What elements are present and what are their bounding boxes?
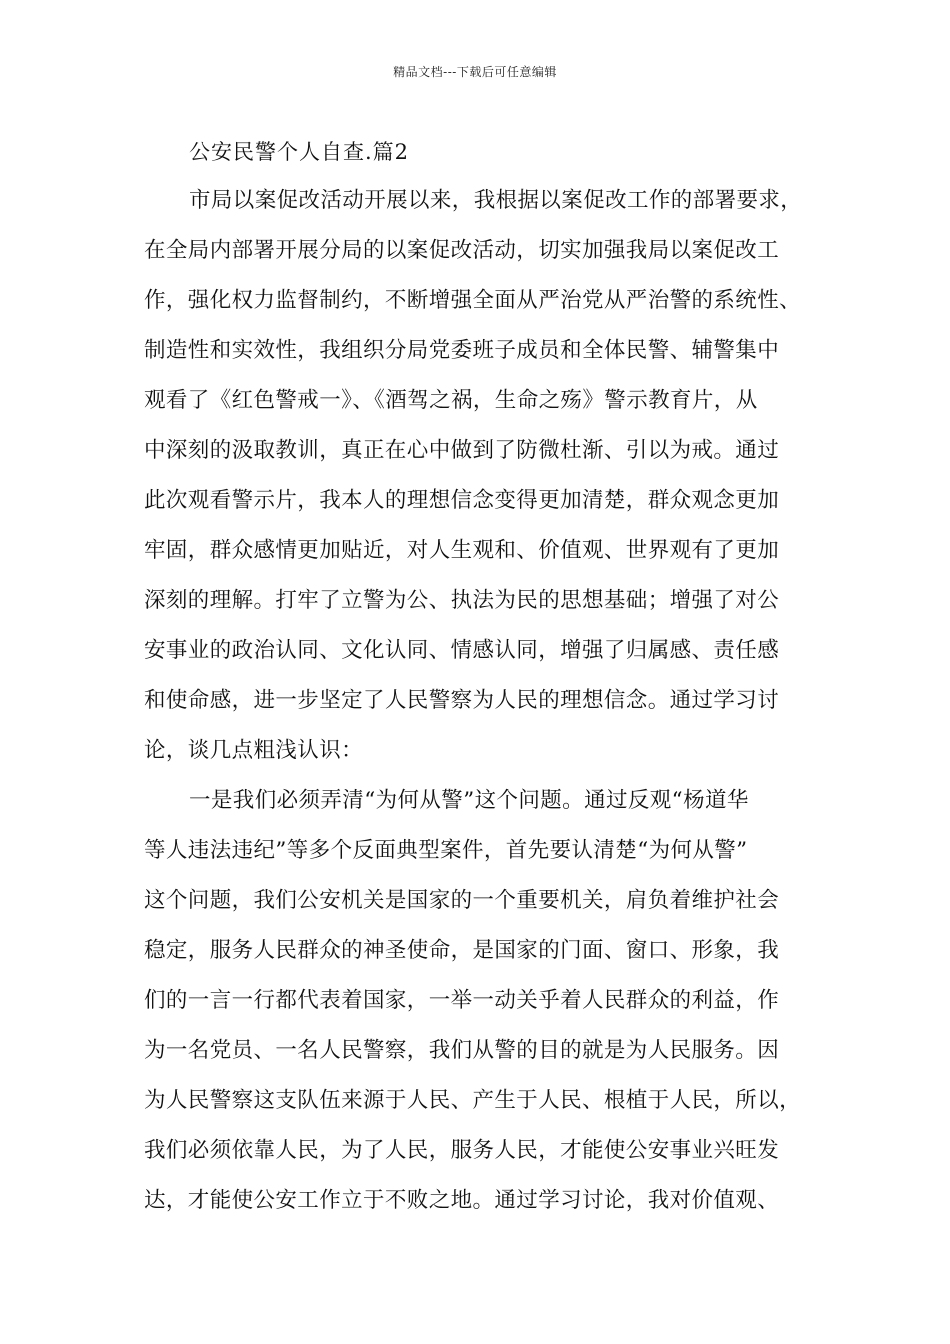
text-line: 和使命感，进一步坚定了人民警察为人民的理想信念。通过学习讨 xyxy=(144,688,780,713)
text-line: 一是我们必须弄清“为何从警”这个问题。通过反观“杨道华 xyxy=(189,788,749,813)
text-line: 我们必须依靠人民，为了人民，服务人民，才能使公安事业兴旺发 xyxy=(144,1138,780,1163)
text-line: 等人违法违纪”等多个反面典型案件，首先要认清楚“为何从警” xyxy=(144,838,748,863)
text-line: 安事业的政治认同、文化认同、情感认同，增强了归属感、责任感 xyxy=(144,638,780,663)
text-line: 稳定，服务人民群众的神圣使命，是国家的门面、窗口、形象，我 xyxy=(144,938,780,963)
text-line: 论，谈几点粗浅认识： xyxy=(144,738,364,763)
text-line: 们的一言一行都代表着国家，一举一动关乎着人民群众的利益，作 xyxy=(144,988,780,1013)
document-title: 公安民警个人自查.篇2 xyxy=(189,140,410,164)
text-line: 作，强化权力监督制约，不断增强全面从严治党从严治警的系统性、 xyxy=(144,288,802,313)
page-header: 精品文档---下载后可任意编辑 xyxy=(393,65,557,79)
text-line: 为一名党员、一名人民警察，我们从警的目的就是为人民服务。因 xyxy=(144,1038,780,1063)
text-line: 牢固，群众感情更加贴近，对人生观和、价值观、世界观有了更加 xyxy=(144,538,780,563)
text-line: 在全局内部署开展分局的以案促改活动，切实加强我局以案促改工 xyxy=(144,238,780,263)
text-line: 达，才能使公安工作立于不败之地。通过学习讨论，我对价值观、 xyxy=(144,1188,780,1213)
text-line: 观看了《红色警戒一》、《酒驾之祸，生命之殇》警示教育片，从 xyxy=(144,388,758,413)
text-line: 中深刻的汲取教训，真正在心中做到了防微杜渐、引以为戒。通过 xyxy=(144,438,780,463)
text-line: 此次观看警示片，我本人的理想信念变得更加清楚，群众观念更加 xyxy=(144,488,780,513)
text-line: 深刻的理解。打牢了立警为公、执法为民的思想基础；增强了对公 xyxy=(144,588,780,613)
text-line: 为人民警察这支队伍来源于人民、产生于人民、根植于人民，所以， xyxy=(144,1088,802,1113)
text-line: 市局以案促改活动开展以来，我根据以案促改工作的部署要求， xyxy=(189,188,803,213)
text-line: 这个问题，我们公安机关是国家的一个重要机关，肩负着维护社会 xyxy=(144,888,780,913)
text-line: 制造性和实效性，我组织分局党委班子成员和全体民警、辅警集中 xyxy=(144,338,780,363)
